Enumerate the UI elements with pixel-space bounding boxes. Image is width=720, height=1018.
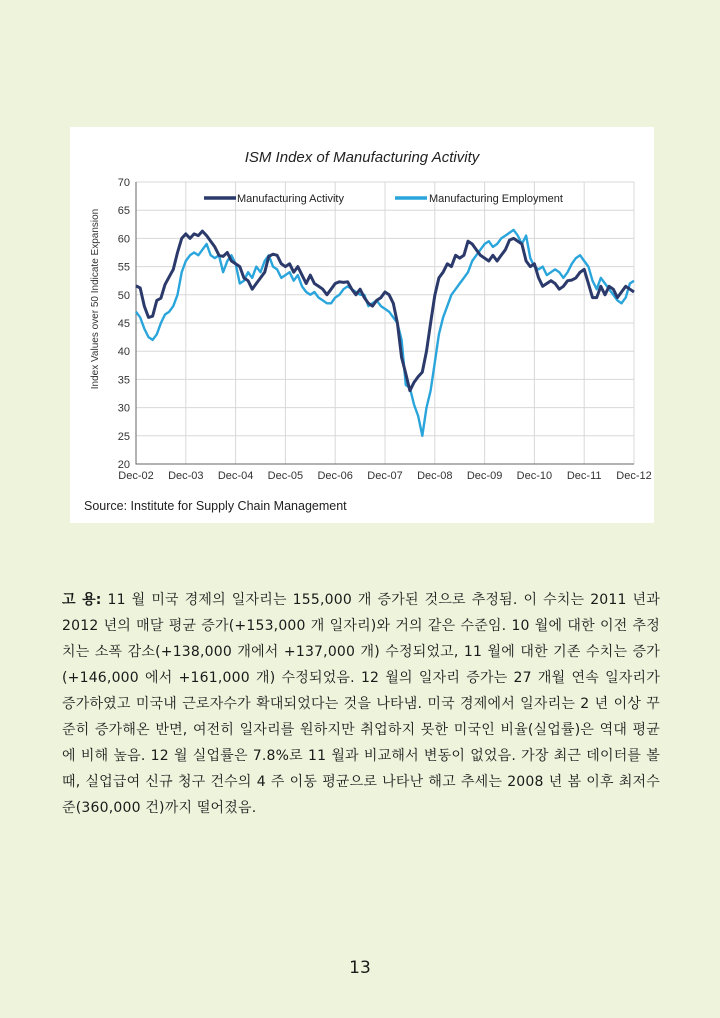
paragraph-lead: 고 용:	[62, 592, 102, 608]
y-axis-label: Index Values over 50 Indicate Expansion	[90, 208, 101, 390]
employment-paragraph	[62, 587, 660, 821]
x-tick-label: Dec-03	[168, 470, 204, 482]
y-tick-label: 40	[117, 346, 130, 359]
y-tick-label: 30	[117, 402, 130, 415]
y-tick-label: 35	[117, 374, 130, 387]
x-tick-label: Dec-02	[118, 470, 154, 482]
y-tick-label: 60	[117, 233, 130, 246]
y-tick-label: 65	[117, 205, 130, 218]
x-tick-label: Dec-12	[616, 470, 652, 482]
y-tick-label: 70	[117, 177, 130, 189]
x-tick-label: Dec-09	[466, 470, 503, 482]
y-tick-label: 55	[117, 261, 130, 274]
x-tick-label: Dec-11	[566, 470, 602, 482]
chart-figure	[70, 127, 654, 523]
page-number: 13	[349, 958, 371, 978]
chart-title: ISM Index of Manufacturing Activity	[244, 149, 480, 166]
y-tick-label: 20	[117, 459, 130, 471]
y-tick-label: 25	[117, 430, 130, 443]
legend-label-employment: Manufacturing Employment	[429, 193, 563, 205]
chart-source: Source: Institute for Supply Chain Management	[84, 499, 347, 513]
x-tick-label: Dec-10	[516, 470, 553, 482]
x-tick-label: Dec-07	[367, 470, 403, 482]
legend-label-activity: Manufacturing Activity	[237, 193, 344, 205]
chart-svg	[70, 127, 654, 523]
body-paragraph-block	[62, 587, 660, 821]
x-tick-label: Dec-05	[267, 470, 304, 482]
y-tick-label: 45	[117, 318, 130, 330]
x-tick-label: Dec-06	[317, 470, 353, 482]
y-tick-label: 50	[117, 289, 130, 302]
legend	[204, 193, 563, 205]
paragraph-text: 11 월 미국 경제의 일자리는 155,000 개 증가된 것으로 추정됨. 이 수치는 2011 년과 2012 년의 매달 평균 증가(+153,000 개 일자리)와 거의 같은 수준임. 10 월에 대한 이전 추정치는 소폭 감소(+138,000 개에서 +137,000 개) 수정되었고, 11 월에 대한 기존 수치는 증가(+146,000 에서 +161,000 개) 수정되었음. 12 월의 일자리 증가는 27 개월 연속 일자리가 증가하였고 미국내 근로자수가 확대되었다는 것을 나타냄. 미국 경제에서 일자리는 2 년 이상 꾸준히 증가해온 반면, 여전히 일자리를 원하지만 취업하지 못한 미국인 비율(실업률)은 역대 평균에 비해 높음. 12 월 실업률은 7.8%로 11 월과 비교해서 변동이 없었음. 가장 최근 데이터를 볼 때, 실업급여 신규 청구 건수의 4 주 이동 평균으로 나타난 해고 추세는 2008 년 봄 이후 최저수준(360,000 건)까지 떨어졌음.	[62, 592, 661, 816]
x-tick-label: Dec-04	[217, 470, 254, 482]
x-tick-label: Dec-08	[417, 470, 453, 482]
grid-layer	[136, 182, 634, 464]
